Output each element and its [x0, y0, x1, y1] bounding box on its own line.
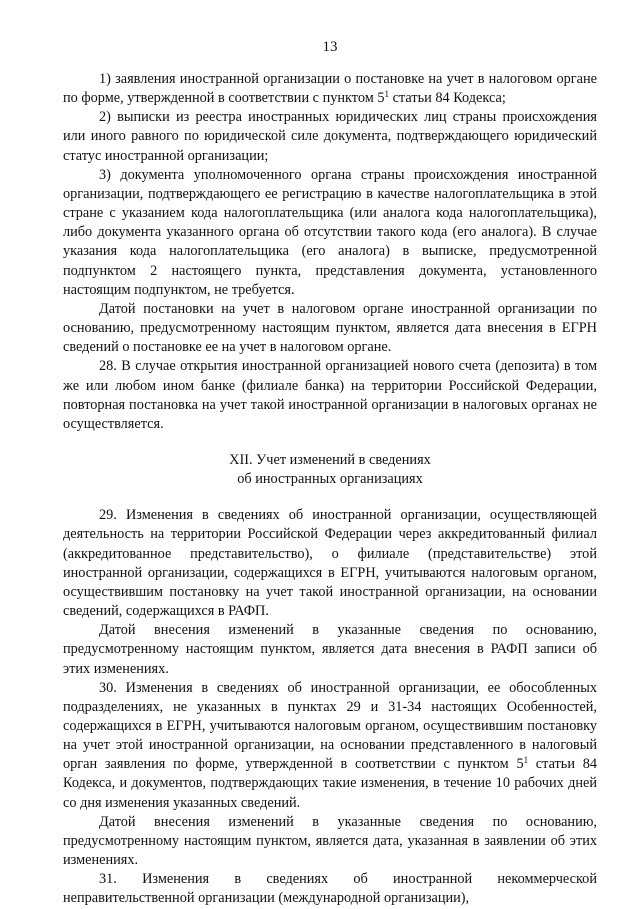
paragraph-30-text: 30. Изменения в сведениях об иностранной организации, ее обособленных подразделениях, не указанных в пунктах 29 и 31-34 настоящих Особенностей, содержащихся в ЕГРН, учитываются налоговым органом, осуществившим постановку на учет этой иностранной организации, на основании представленного в налоговый орган заявления по форме, утвержденной в соответствии с пунктом 5 [63, 679, 597, 773]
paragraph-30-date: Датой внесения изменений в указанные сведения по основанию, предусмотренному настоящим пунктом, является дата, указанная в заявлении об этих изменениях. [63, 813, 597, 869]
paragraph-2: 2) выписки из реестра иностранных юридических лиц страны происхождения или иного равного по юридической силе документа, подтверждающего юридический статус иностранной организации; [63, 109, 597, 164]
paragraph-1-text-end: статьи 84 Кодекса; [389, 90, 506, 107]
section-heading-line-1: XII. Учет изменений в сведениях [229, 451, 431, 468]
paragraph-28: 28. В случае открытия иностранной организацией нового счета (депозита) в том же или любом ином банке (филиале банка) на территории Российской Федерации, повторная постановка на учет такой иностранной организации в налоговых органах не осуществляется. [63, 358, 597, 432]
paragraph-30-text-end: статьи 84 Кодекса, и документов, подтверждающих такие изменения, в течение 10 рабочих дней со дня изменения указанных сведений. [63, 756, 597, 811]
paragraph-1-text: 1) заявления иностранной организации о постановке на учет в налоговом органе по форме, утвержденной в соответствии с пунктом 5 [63, 71, 597, 107]
paragraph-29: 29. Изменения в сведениях об иностранной организации, осуществляющей деятельность на территории Российской Федерации через аккредитованный филиал (аккредитованное представительство), о филиале (представительстве) этой иностранной организации, содержащихся в ЕГРН, учитываются налоговым органом, осуществившим постановку на учет такой иностранной организации, на основании сведений, содержащихся в РАФП. [63, 507, 597, 620]
section-heading-line-2: об иностранных организациях [237, 471, 423, 488]
page-number: 13 [322, 39, 338, 55]
paragraph-29-date: Датой внесения изменений в указанные сведения по основанию, предусмотренному настоящим пунктом, является дата внесения в РАФП записи об этих изменениях. [63, 622, 597, 677]
paragraph-3: 3) документа уполномоченного органа страны происхождения иностранной организации, подтверждающего ее регистрацию в качестве налогоплательщика в этой стране с указанием кода налогоплательщика (или аналога кода налогоплательщика), либо документа указанного органа об отсутствии такого кода (его аналога). В случае указания кода налогоплательщика (его аналога) в выписке, предусмотренной подпунктом 2 настоящего пункта, представления документа, установленного настоящим подпунктом, не требуется. [63, 166, 597, 298]
paragraph-31: 31. Изменения в сведениях об иностранной некоммерческой неправительственной организации (международной организации), [63, 871, 597, 907]
section-heading [63, 451, 597, 489]
paragraph-4: Датой постановки на учет в налоговом органе иностранной организации по основанию, предусмотренному настоящим пунктом, является дата внесения в ЕГРН сведений о постановке ее на учет в налоговом органе. [63, 300, 597, 356]
superscript-2: 1 [523, 755, 529, 766]
document-page [63, 38, 597, 909]
superscript-1: 1 [384, 89, 390, 100]
paragraph-1 [63, 70, 597, 108]
paragraph-30 [63, 679, 597, 813]
